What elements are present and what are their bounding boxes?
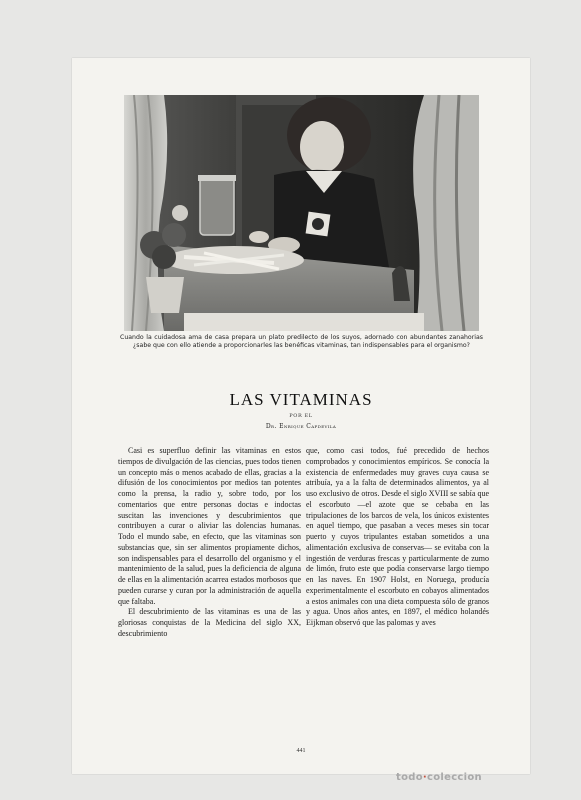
article-column-left [118,446,301,640]
article-column-right [306,446,489,629]
article-title: LAS VITAMINAS [229,390,373,409]
woman-preparing-food-illustration [124,95,479,331]
article-author: Dr. Enrique Capdevila [265,423,337,430]
watermark-logo [396,772,482,783]
watermark-text-part2: coleccion [427,772,482,783]
article-photo [124,95,479,331]
magazine-page [72,58,530,774]
byline-prefix: POR EL [289,413,313,419]
paragraph: Casi es superfluo definir las vitaminas en estos tiempos de divulgación de las ciencias, pues todos tienen un concepto más o menos acabado de ellas, gracias a la difusión de los conocimientos por medios tan potentes como la prensa, la radio y, sobre todo, por los comentarios que entre personas doctas e indoctas suscitan las invenciones y descubrimientos que contribuyen a curar o aliviar las dolencias humanas. Todo el mundo sabe, en efecto, que las vitaminas son substancias que, sin ser alimentos propiamente dichos, son indispensables para el desarrollo del organismo y el mantenimiento de la salud, pues la deficiencia de alguna de ellas en la alimentación acarrea estados morbosos que pueden curarse y curan por la administración de aquella que faltaba. [118,446,301,606]
watermark-dot: · [422,772,427,783]
photo-caption: Cuando la cuidadosa ama de casa prepara un plato predilecto de los suyos, adornado con abundantes zanahorias ¿sabe que con ello atiende a proporcionarles las benéficas vitaminas, tan indispensables para el organismo? [120,334,483,349]
paragraph: que, como casi todos, fué precedido de hechos comprobados y conocimientos empíricos. Se conocía la existencia de enfermedades muy graves cuya causa se atribuía, ya a la falta de determinados alimentos, ya al uso exclusivo de otros. Desde el siglo XVIII se sabía que el escorbuto —el azote que se cebaba en las tripulaciones de los barcos de vela, los únicos existentes en aquel tiempo, que pasaban a veces meses sin tocar puerto y cuyos tripulantes estaban sometidos a una alimentación exclusiva de conservas— se evitaba con la ingestión de verduras frescas y particularmente de zumo de limón, fruto este que podía conservarse largo tiempo en las naves. En 1907 Holst, en Noruega, producía experimentalmente el escorbuto en cobayos alimentados a estos animales con una dieta compuesta sólo de granos y agua. Unos años antes, en 1897, el médico holandés Eijkman observó que las palomas y aves [306,446,489,627]
paragraph: El descubrimiento de las vitaminas es una de las gloriosas conquistas de la Medicina del siglo XX, descubrimiento [118,607,301,638]
page-number: 441 [296,748,306,754]
watermark-text-part1: todo [396,772,423,783]
